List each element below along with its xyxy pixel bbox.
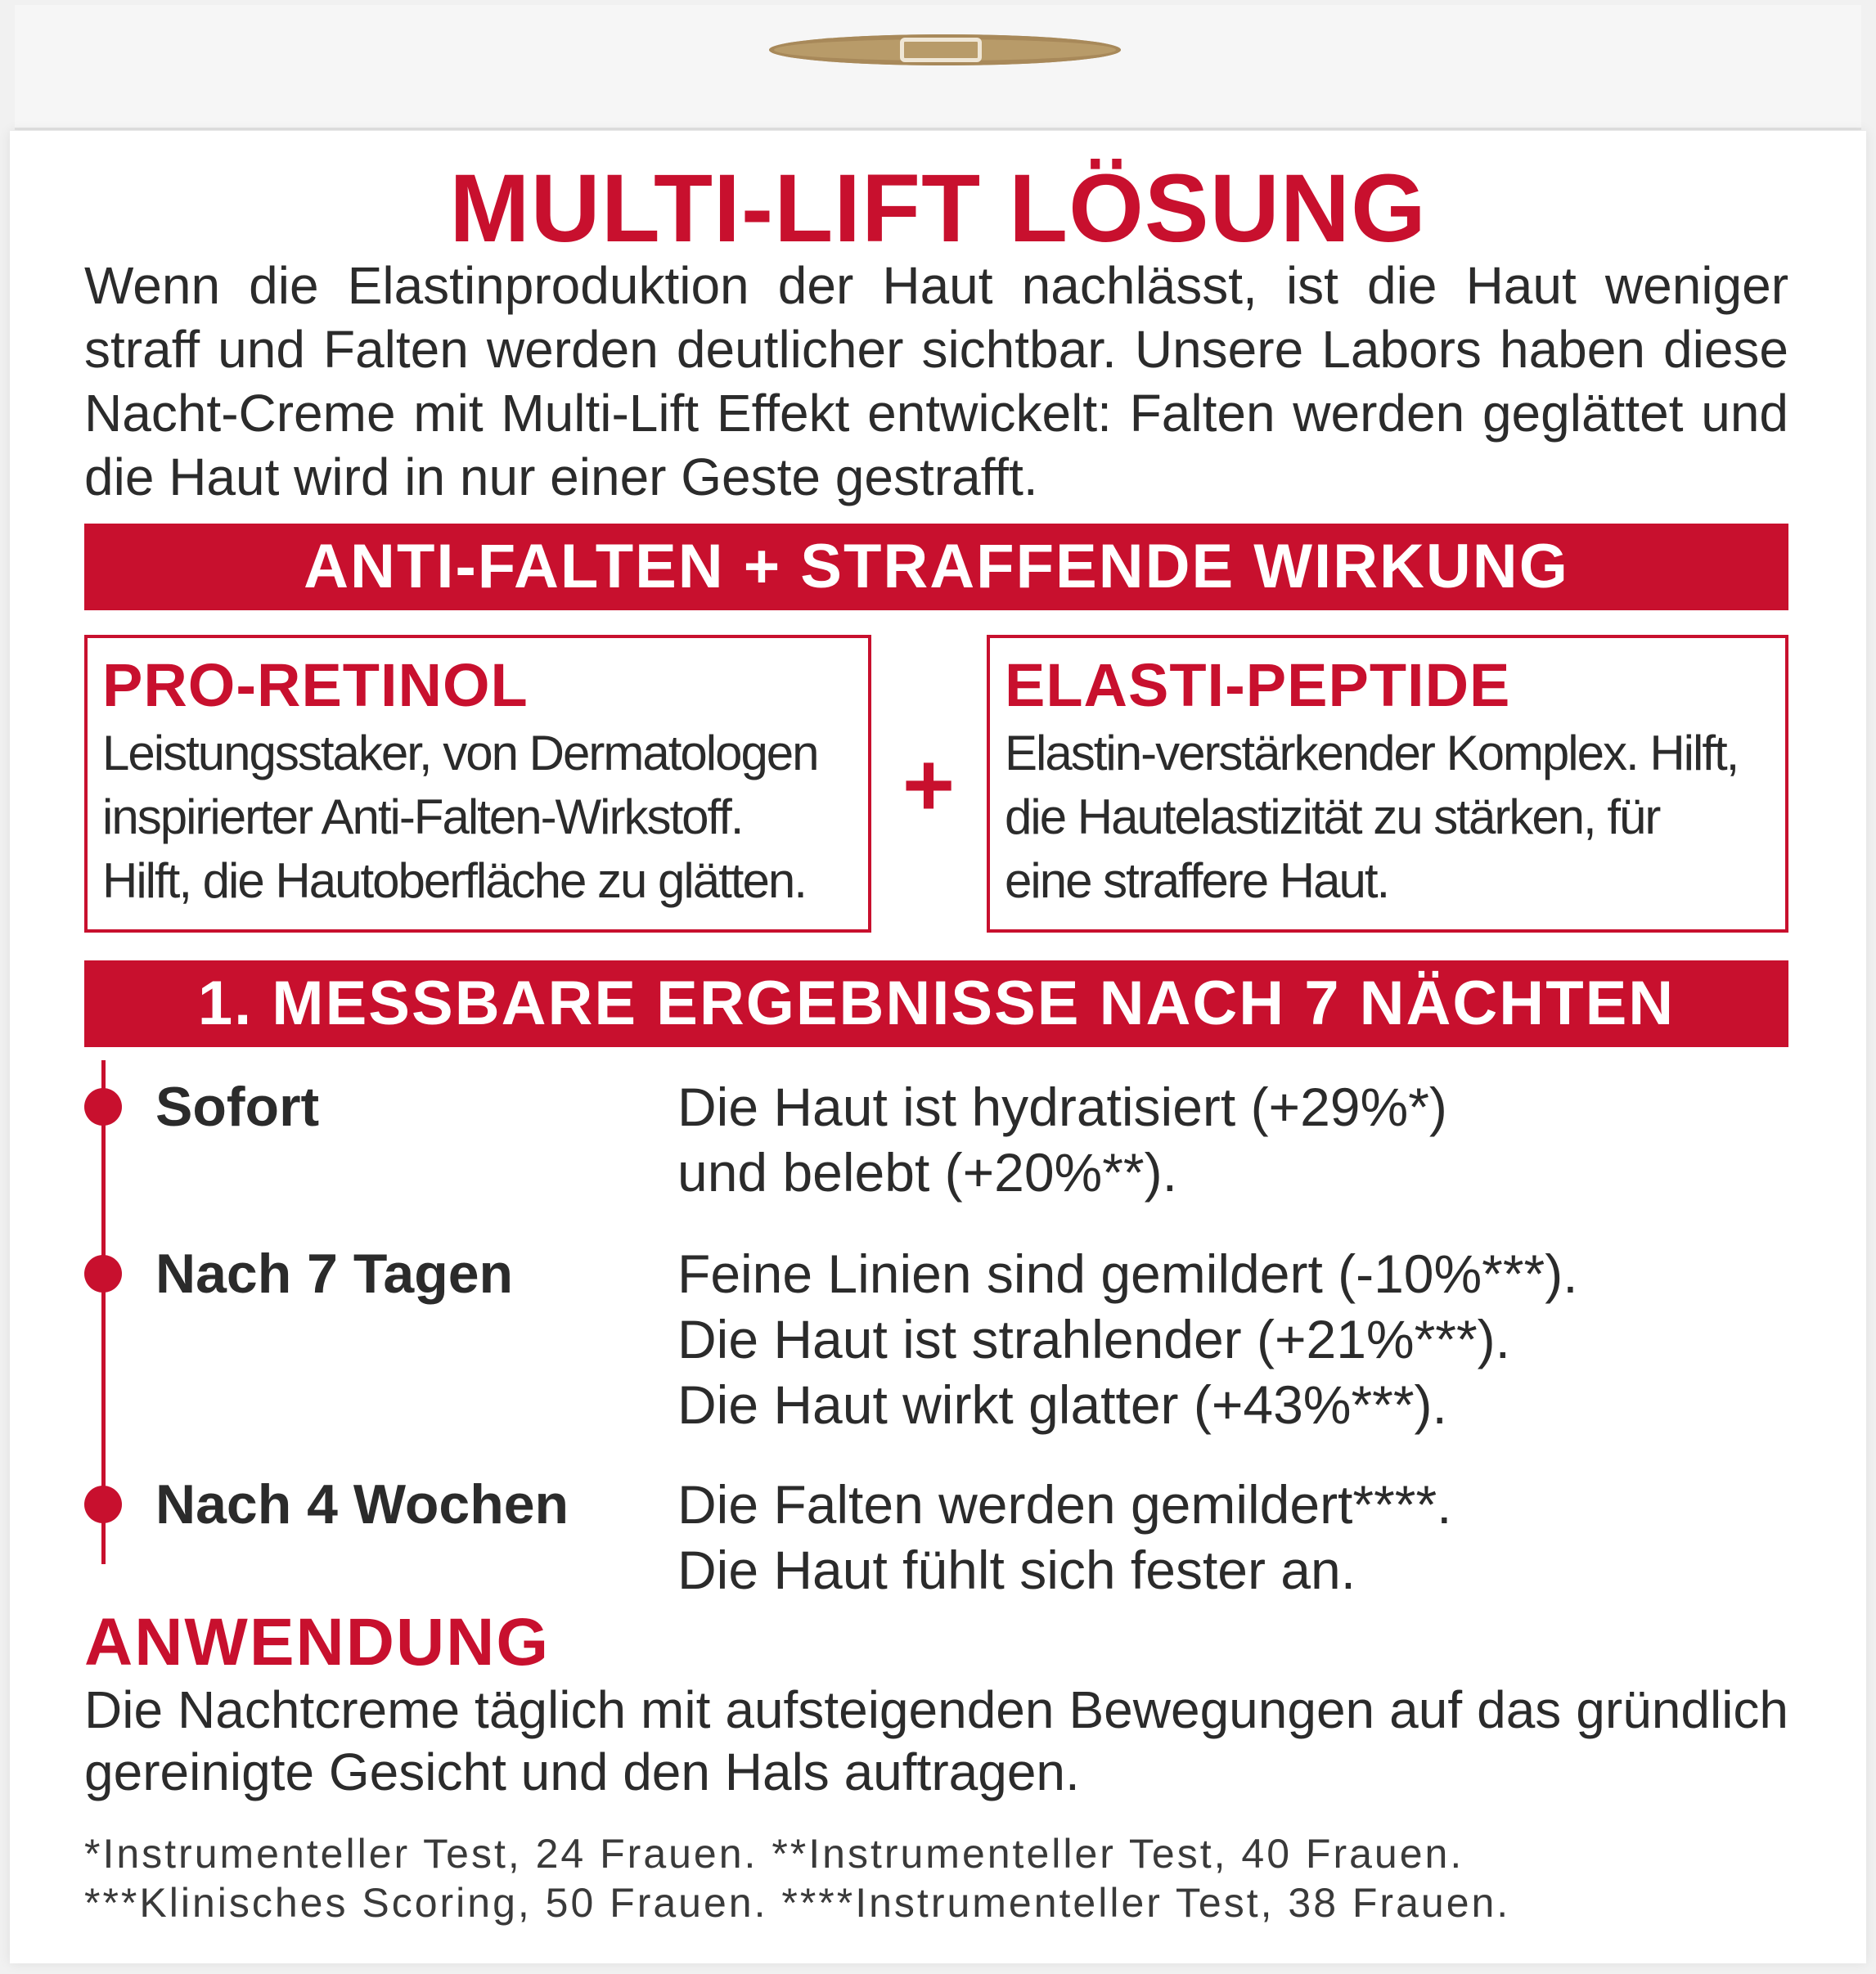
result-line: Die Haut ist hydratisiert (+29%*) [677,1077,1447,1137]
ingredient-title: PRO-RETINOL [102,651,529,719]
result-label-7-tage: Nach 7 Tagen [155,1243,514,1305]
ingredient-desc-line: Hilft, die Hautoberfläche zu glätten. [102,853,806,908]
footnotes [84,1829,1788,1927]
timeline-dot [84,1088,122,1126]
timeline-dot [84,1255,122,1293]
brand-monogram-icon [900,38,982,62]
result-line: Feine Linien sind gemildert (-10%***). [677,1243,1578,1304]
result-text-7-tage [677,1241,1790,1437]
benefit-banner: ANTI-FALTEN + STRAFFENDE WIRKUNG [84,524,1788,610]
footnote-line: *Instrumenteller Test, 24 Frauen. **Instrumenteller Test, 40 Frauen. [84,1831,1464,1877]
ingredient-box-pro-retinol [84,635,871,933]
footnote-line: ***Klinisches Scoring, 50 Frauen. ****Instrumenteller Test, 38 Frauen. [84,1880,1511,1926]
product-title: MULTI-LIFT LÖSUNG [449,155,1427,263]
usage-heading: ANWENDUNG [84,1605,551,1679]
package-top-edge [15,5,1861,130]
result-label-sofort: Sofort [155,1076,320,1138]
result-line: und belebt (+20%**). [677,1142,1177,1203]
result-text-4-wochen [677,1472,1790,1603]
result-line: Die Haut fühlt sich fester an. [677,1540,1356,1600]
ingredient-box-elasti-peptide [987,635,1788,933]
ingredient-desc-line: die Hautelastizität zu stärken, für [1005,789,1660,844]
results-banner: 1. MESSBARE ERGEBNISSE NACH 7 NÄCHTEN [84,960,1788,1047]
result-line: Die Falten werden gemildert****. [677,1474,1452,1535]
plus-sign: + [902,735,956,835]
ingredient-desc-line: Elastin-verstärkender Komplex. Hilft, [1005,726,1739,780]
usage-text: Die Nachtcreme täglich mit aufsteigenden Bewegungen auf das gründlich gereinigte Gesicht und den Hals auftragen. [84,1680,1788,1801]
timeline-dot [84,1486,122,1523]
ingredient-desc-line: Leistungsstaker, von Dermatologen [102,726,818,780]
ingredient-desc-line: inspirierter Anti-Falten-Wirkstoff. [102,789,743,844]
result-line: Die Haut wirkt glatter (+43%***). [677,1374,1447,1435]
result-text-sofort [677,1074,1790,1205]
intro-paragraph: Wenn die Elastinproduktion der Haut nachlässt, ist die Haut weniger straff und Falten werden deutlicher sichtbar. Unsere Labors haben diese Nacht-Creme mit Multi-Lift Effekt entwickelt: Falten werden geglättet und die Haut wird in nur einer Geste gestrafft. [84,256,1788,506]
ingredient-title: ELASTI-PEPTIDE [1005,651,1511,719]
result-line: Die Haut ist strahlender (+21%***). [677,1309,1510,1369]
result-label-4-wochen: Nach 4 Wochen [155,1473,569,1536]
ingredient-desc-line: eine straffere Haut. [1005,853,1389,908]
